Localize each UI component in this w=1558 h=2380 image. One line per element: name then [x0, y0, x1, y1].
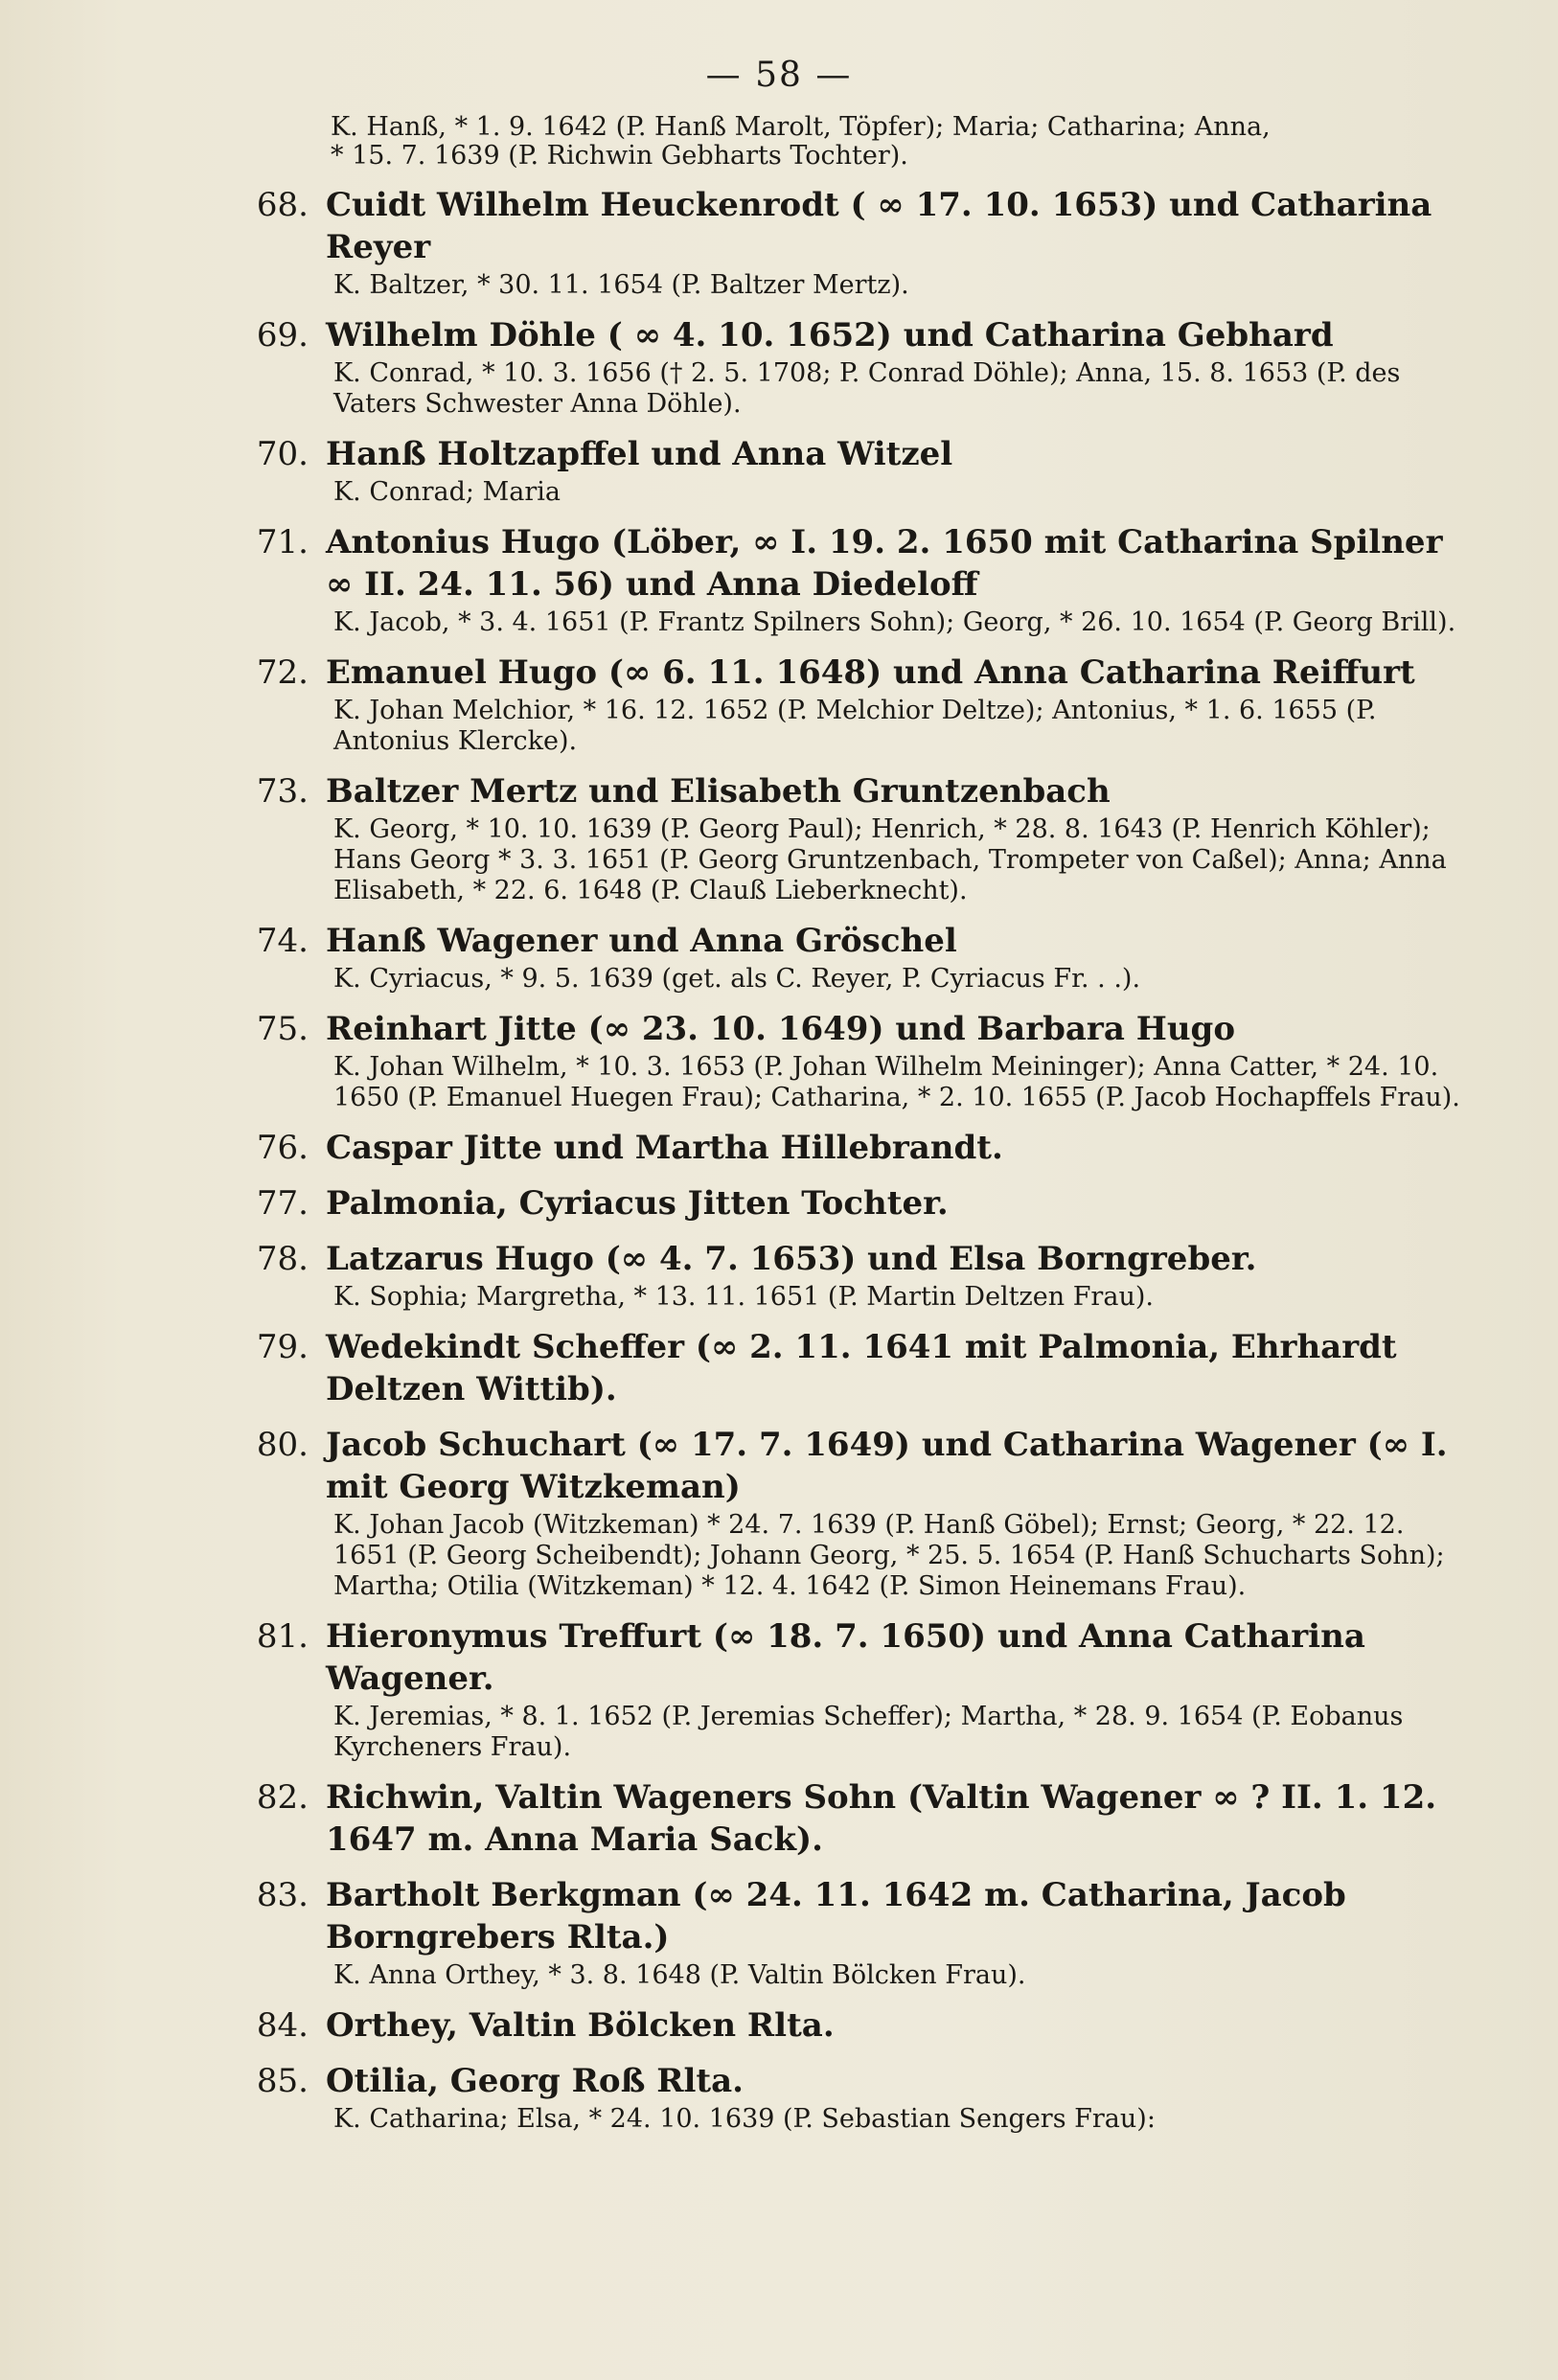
entry-title: Latzarus Hugo (∞ 4. 7. 1653) und Elsa Borngreber. — [326, 1240, 1257, 1278]
entry-number: 77. — [256, 1184, 309, 1223]
genealogy-entry — [220, 1008, 1466, 1113]
entry-number: 83. — [256, 1876, 309, 1914]
genealogy-entry — [220, 1615, 1466, 1763]
entries — [220, 184, 1466, 2135]
genealogy-entry — [220, 770, 1466, 906]
entry-title: Orthey, Valtin Bölcken Rlta. — [326, 2006, 835, 2045]
entry-children: K. Johan Melchior, * 16. 12. 1652 (P. Melchior Deltze); Antonius, * 1. 6. 1655 (P. Antonius Klercke). — [333, 696, 1377, 756]
entry-number: 85. — [256, 2062, 309, 2100]
entry-title: Wilhelm Döhle ( ∞ 4. 10. 1652) und Catharina Gebhard — [326, 316, 1334, 355]
entry-number: 82. — [256, 1778, 309, 1817]
entry-list — [220, 113, 1466, 2135]
continued-line: * 15. 7. 1639 (P. Richwin Gebharts Tochter). — [331, 141, 908, 171]
genealogy-entry — [220, 1182, 1466, 1224]
entry-title: Reinhart Jitte (∞ 23. 10. 1649) und Barbara Hugo — [326, 1010, 1235, 1048]
genealogy-entry — [220, 1776, 1466, 1861]
genealogy-entry — [220, 184, 1466, 301]
entry-children: K. Conrad, * 10. 3. 1656 († 2. 5. 1708; P. Conrad Döhle); Anna, 15. 8. 1653 (P. des Vaters Schwester Anna Döhle). — [333, 358, 1401, 419]
entry-number: 84. — [256, 2006, 309, 2045]
genealogy-entry — [220, 521, 1466, 638]
entry-title: Richwin, Valtin Wageners Sohn (Valtin Wagener ∞ ? II. 1. 12. 1647 m. Anna Maria Sack). — [326, 1778, 1437, 1859]
entry-number: 73. — [256, 772, 309, 811]
entry-title: Hieronymus Treffurt (∞ 18. 7. 1650) und Anna Catharina Wagener. — [326, 1617, 1365, 1698]
entry-children: K. Baltzer, * 30. 11. 1654 (P. Baltzer Mertz). — [333, 270, 909, 300]
entry-children: K. Cyriacus, * 9. 5. 1639 (get. als C. Reyer, P. Cyriacus Fr. . .). — [333, 964, 1141, 994]
entry-title: Wedekindt Scheffer (∞ 2. 11. 1641 mit Palmonia, Ehrhardt Deltzen Wittib). — [326, 1328, 1397, 1408]
entry-number: 72. — [256, 653, 309, 692]
entry-children: K. Johan Jacob (Witzkeman) * 24. 7. 1639 (P. Hanß Göbel); Ernst; Georg, * 22. 12. 1651 (P. Georg Scheibendt); Johann Georg, * 25. 5. 1654 (P. Hanß Schucharts Sohn); Martha; Otilia (Witzkeman) * 12. 4. 1642 (P. Simon Heinemans Frau). — [333, 1510, 1445, 1601]
genealogy-entry — [220, 1238, 1466, 1313]
entry-title: Antonius Hugo (Löber, ∞ I. 19. 2. 1650 mit Catharina Spilner ∞ II. 24. 11. 56) und Anna Diedeloff — [326, 523, 1443, 604]
entry-title: Cuidt Wilhelm Heuckenrodt ( ∞ 17. 10. 1653) und Catharina Reyer — [326, 186, 1432, 266]
genealogy-entry — [220, 433, 1466, 508]
genealogy-entry — [220, 920, 1466, 995]
entry-number: 78. — [256, 1240, 309, 1278]
genealogy-entry — [220, 1326, 1466, 1410]
entry-title: Otilia, Georg Roß Rlta. — [326, 2062, 744, 2100]
genealogy-entry — [220, 652, 1466, 757]
entry-title: Hanß Holtzapffel und Anna Witzel — [326, 435, 953, 473]
entry-number: 71. — [256, 523, 309, 561]
entry-number: 68. — [256, 186, 309, 224]
entry-number: 70. — [256, 435, 309, 473]
entry-children: K. Jeremias, * 8. 1. 1652 (P. Jeremias Scheffer); Martha, * 28. 9. 1654 (P. Eobanus Kyrcheners Frau). — [333, 1702, 1404, 1762]
entry-number: 81. — [256, 1617, 309, 1656]
entry-title: Baltzer Mertz und Elisabeth Gruntzenbach — [326, 772, 1111, 811]
continued-line: K. Hanß, * 1. 9. 1642 (P. Hanß Marolt, Töpfer); Maria; Catharina; Anna, — [331, 112, 1271, 142]
genealogy-entry — [220, 1127, 1466, 1169]
entry-title: Bartholt Berkgman (∞ 24. 11. 1642 m. Catharina, Jacob Borngrebers Rlta.) — [326, 1876, 1346, 1957]
entry-title: Caspar Jitte und Martha Hillebrandt. — [326, 1129, 1003, 1167]
genealogy-entry — [220, 314, 1466, 420]
entry-children: K. Jacob, * 3. 4. 1651 (P. Frantz Spilners Sohn); Georg, * 26. 10. 1654 (P. Georg Brill). — [333, 607, 1456, 637]
entry-children: K. Catharina; Elsa, * 24. 10. 1639 (P. Sebastian Sengers Frau): — [333, 2104, 1156, 2134]
genealogy-entry — [220, 2004, 1466, 2047]
entry-number: 75. — [256, 1010, 309, 1048]
entry-number: 74. — [256, 922, 309, 960]
entry-number: 76. — [256, 1129, 309, 1167]
genealogy-entry — [220, 1424, 1466, 1602]
entry-title: Emanuel Hugo (∞ 6. 11. 1648) und Anna Catharina Reiffurt — [326, 653, 1415, 692]
entry-children: K. Conrad; Maria — [333, 477, 561, 507]
entry-number: 79. — [256, 1328, 309, 1366]
entry-children: K. Anna Orthey, * 3. 8. 1648 (P. Valtin Bölcken Frau). — [333, 1960, 1026, 1990]
entry-children: K. Sophia; Margretha, * 13. 11. 1651 (P. Martin Deltzen Frau). — [333, 1282, 1154, 1312]
continued-entry — [331, 113, 1466, 171]
entry-title: Palmonia, Cyriacus Jitten Tochter. — [326, 1184, 949, 1223]
entry-title: Hanß Wagener und Anna Gröschel — [326, 922, 957, 960]
entry-number: 80. — [256, 1426, 309, 1464]
page-number: — 58 — — [705, 56, 853, 95]
genealogy-entry — [220, 2060, 1466, 2135]
genealogy-entry — [220, 1874, 1466, 1991]
entry-title: Jacob Schuchart (∞ 17. 7. 1649) und Catharina Wagener (∞ I. mit Georg Witzkeman) — [326, 1426, 1448, 1506]
entry-children: K. Georg, * 10. 10. 1639 (P. Georg Paul); Henrich, * 28. 8. 1643 (P. Henrich Köhler); Hans Georg * 3. 3. 1651 (P. Georg Gruntzenbach, Trompeter von Caßel); Anna; Anna Elisabeth, * 22. 6. 1648 (P. Clauß Lieberknecht). — [333, 814, 1447, 905]
entry-children: K. Johan Wilhelm, * 10. 3. 1653 (P. Johan Wilhelm Meininger); Anna Catter, * 24. 10. 1650 (P. Emanuel Huegen Frau); Catharina, * 2. 10. 1655 (P. Jacob Hochapffels Frau). — [333, 1052, 1460, 1112]
entry-number: 69. — [256, 316, 309, 355]
